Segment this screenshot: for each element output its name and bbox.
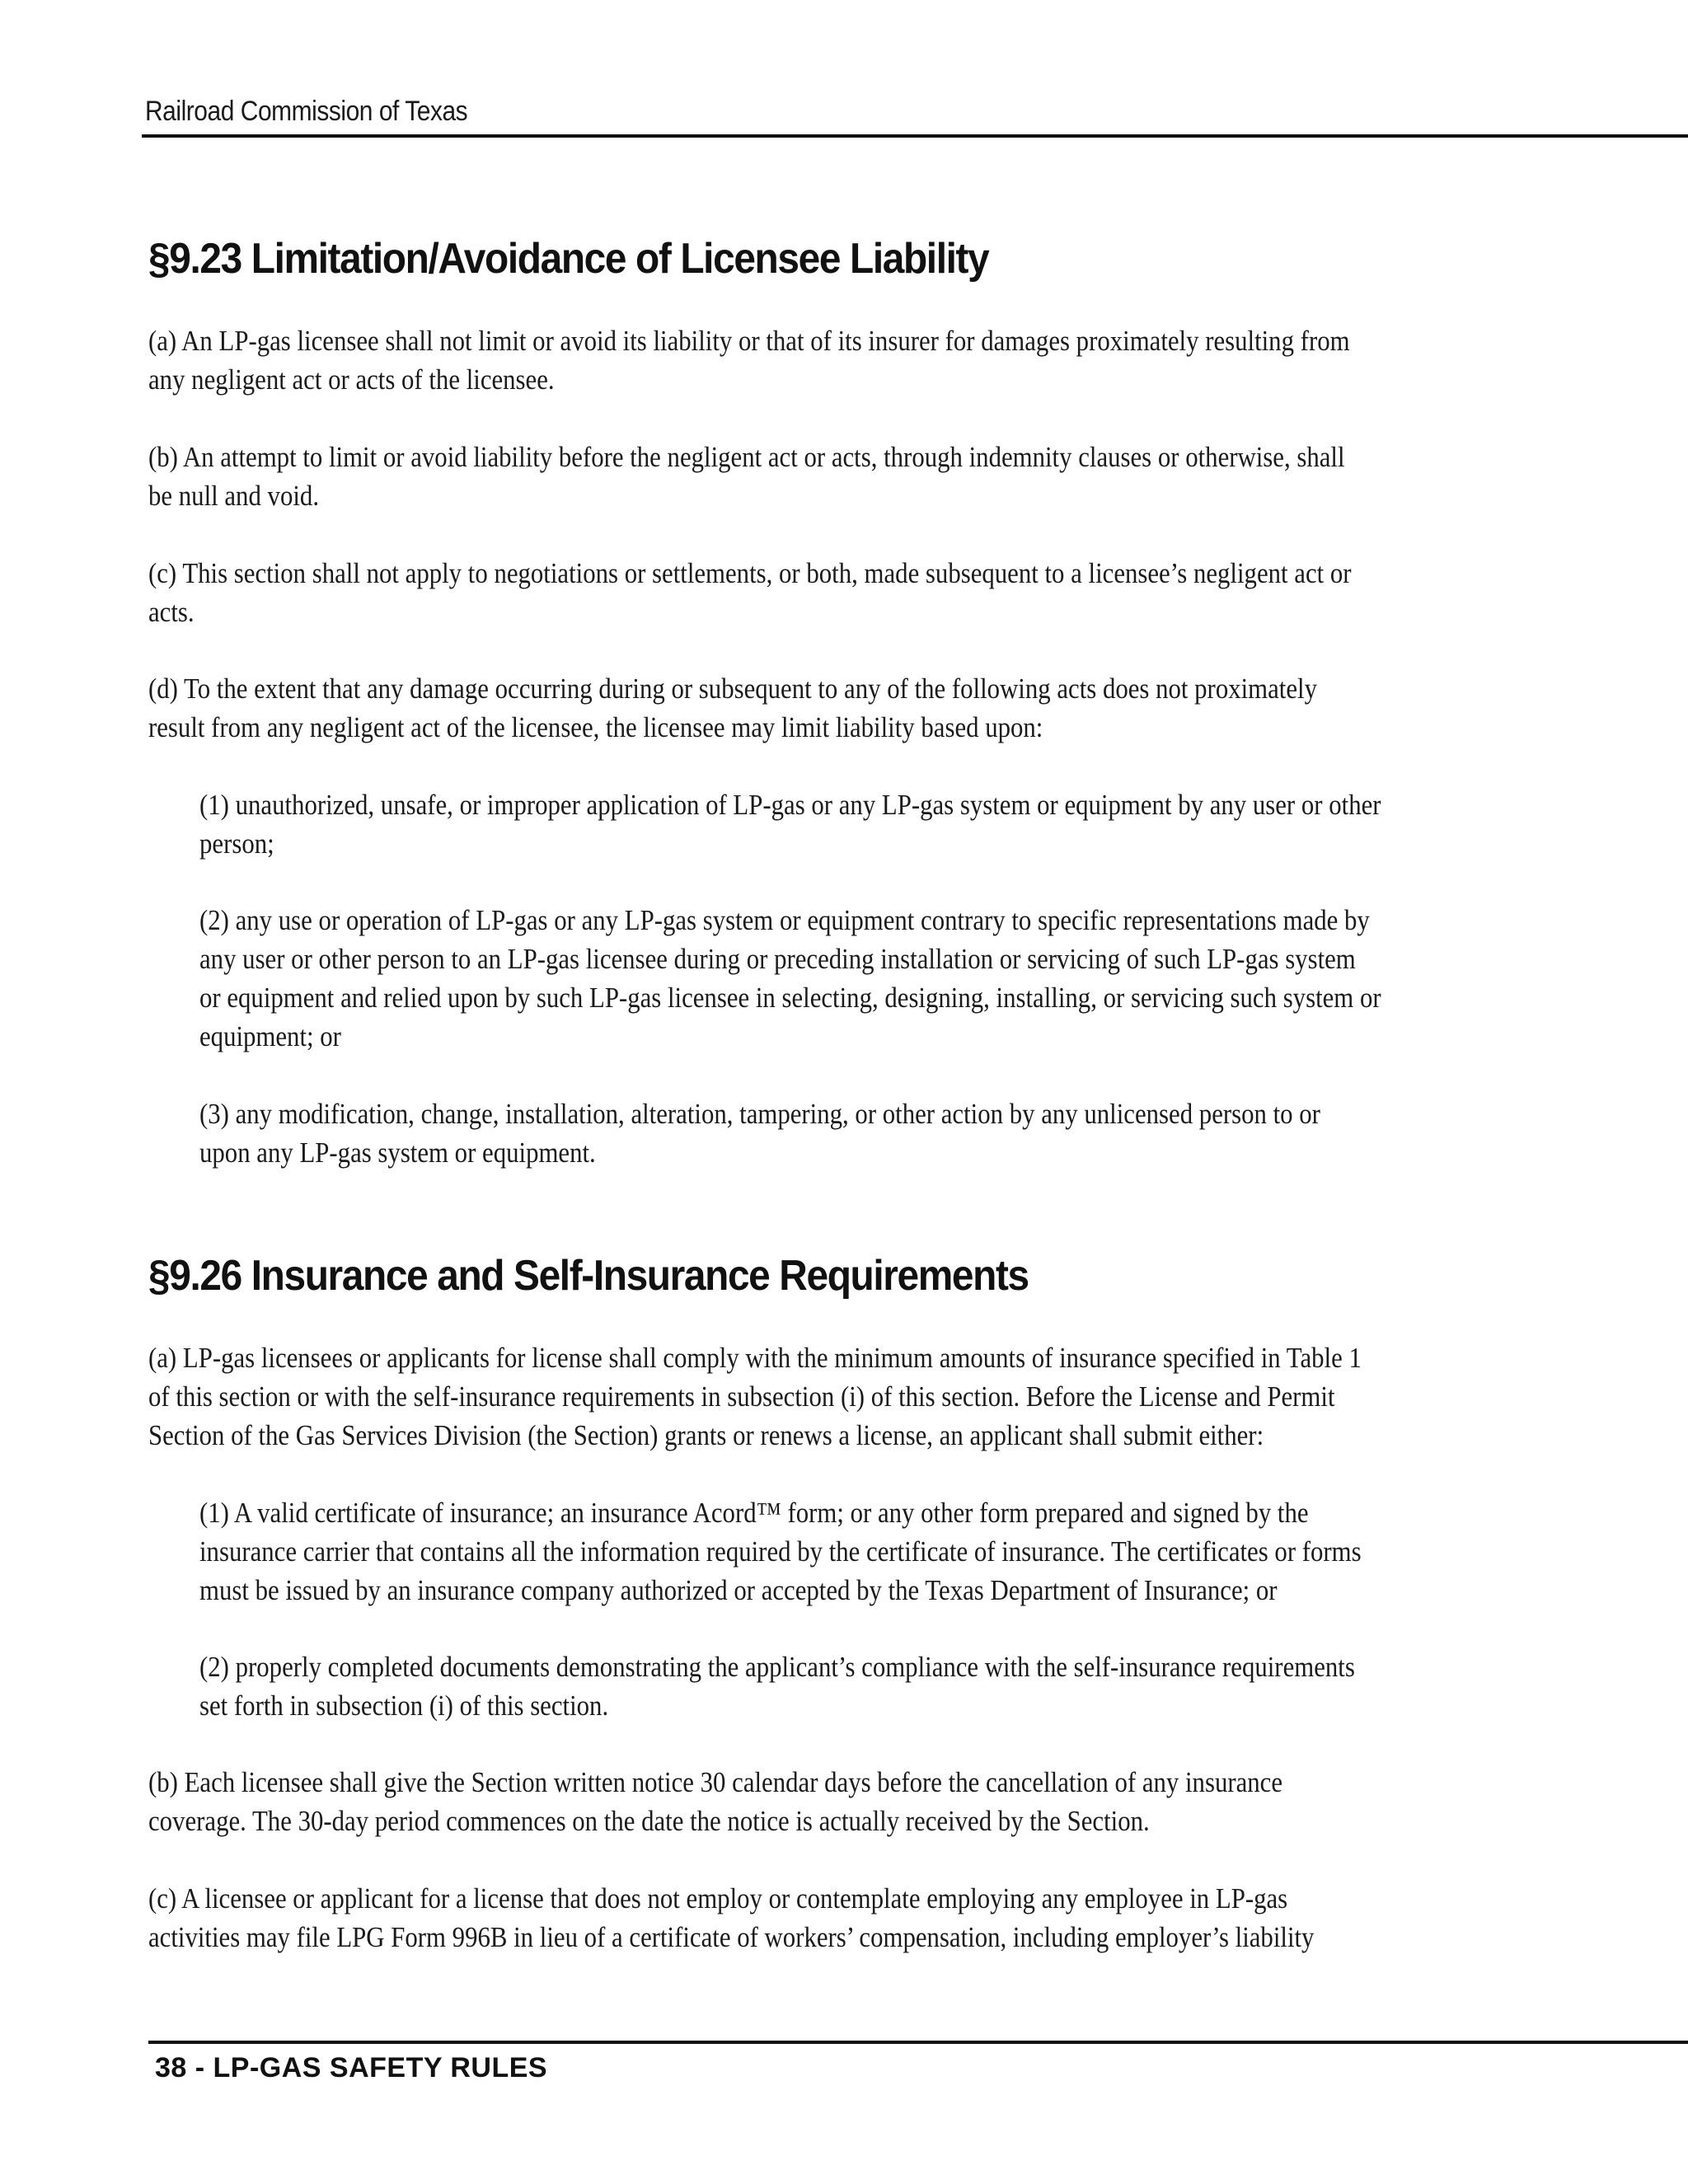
page-footer: 38 - LP-GAS SAFETY RULES	[155, 2052, 548, 2083]
paragraph-9-26-a: (a) LP-gas licensees or applicants for license shall comply with the minimum amounts of insurance specified in Table 1 of this section or with the self-insurance requirements in subsection (i) of this section. Before the License and Permit Section of the Gas Services Division (the Section) grants or renews a license, an applicant shall submit either:	[148, 1342, 1362, 1451]
paragraph-9-23-d: (d) To the extent that any damage occurring during or subsequent to any of the following acts does not proximately result from any negligent act of the licensee, the licensee may limit liability based upon:	[148, 673, 1317, 743]
paragraph-9-26-a-1: (1) A valid certificate of insurance; an insurance Acord™ form; or any other form prepared and signed by the insurance carrier that contains all the information required by the certificate of insurance. The certificates or forms must be issued by an insurance company authorized or accepted by the Texas Department of Insurance; or	[199, 1497, 1362, 1606]
paragraph-9-23-d-3: (3) any modification, change, installation, alteration, tampering, or other action by any unlicensed person to or upon any LP-gas system or equipment.	[199, 1098, 1320, 1169]
paragraph-9-26-b: (b) Each licensee shall give the Section written notice 30 calendar days before the cancellation of any insurance coverage. The 30-day period commences on the date the notice is actually received by the Section.	[148, 1766, 1283, 1837]
paragraph-9-23-d-1: (1) unauthorized, unsafe, or improper application of LP-gas or any LP-gas system or equipment by any user or other person;	[199, 789, 1381, 860]
section-heading-9-23: §9.23 Limitation/Avoidance of Licensee Liability	[148, 235, 989, 283]
paragraph-9-23-b: (b) An attempt to limit or avoid liability before the negligent act or acts, through indemnity clauses or otherwise, shall be null and void.	[148, 441, 1345, 512]
footer-rule	[148, 2041, 1688, 2044]
header-rule	[142, 134, 1688, 138]
paragraph-9-23-a: (a) An LP-gas licensee shall not limit or avoid its liability or that of its insurer for damages proximately resulting from any negligent act or acts of the licensee.	[148, 325, 1350, 396]
paragraph-9-26-a-2: (2) properly completed documents demonstrating the applicant’s compliance with the self-insurance requirements set forth in subsection (i) of this section.	[199, 1651, 1355, 1722]
paragraph-9-23-c: (c) This section shall not apply to negotiations or settlements, or both, made subsequent to a licensee’s negligent act or acts.	[148, 557, 1352, 628]
paragraph-9-26-c: (c) A licensee or applicant for a license that does not employ or contemplate employing any employee in LP-gas activities may file LPG Form 996B in lieu of a certificate of workers’ compensation, including employer’s liability	[148, 1882, 1315, 1953]
section-heading-9-26: §9.26 Insurance and Self-Insurance Requirements	[148, 1252, 1029, 1300]
paragraph-9-23-d-2: (2) any use or operation of LP-gas or any LP-gas system or equipment contrary to specific representations made by any user or other person to an LP-gas licensee during or preceding installation or servicing of such LP-gas system or equipment and relied upon by such LP-gas licensee in selecting, designing, installing, or servicing such system or equipment; or	[199, 904, 1381, 1052]
running-header: Railroad Commission of Texas	[145, 96, 468, 127]
